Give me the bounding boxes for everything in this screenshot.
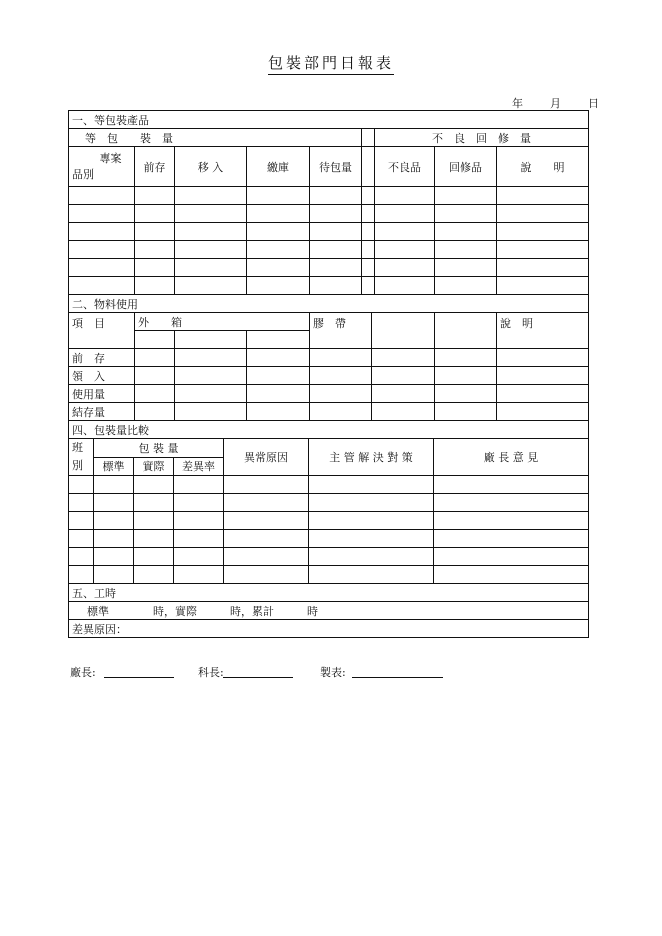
section-2-heading: 二、物料使用	[69, 295, 589, 313]
col-actual: 實際	[134, 457, 174, 476]
variance-cause-line[interactable]: 差異原因：	[69, 620, 589, 638]
table-row[interactable]	[69, 205, 589, 223]
manager-opinion-header: 廠 長 意 見	[434, 439, 589, 476]
section-5-heading: 五、工時	[69, 584, 589, 602]
table-row[interactable]	[69, 259, 589, 277]
report-form	[68, 110, 588, 638]
col-remarks: 說 明	[497, 147, 589, 187]
prepared-by-label: 製表:	[320, 666, 346, 679]
table-row[interactable]	[69, 494, 589, 512]
row-label: 結存量	[69, 403, 135, 421]
factory-manager-label: 廠長:	[70, 666, 96, 679]
row-label: 使用量	[69, 385, 135, 403]
table-row[interactable]	[69, 367, 589, 385]
work-hours-line[interactable]: 標準 時，實際 時，累計 時	[69, 602, 589, 620]
table-row[interactable]	[69, 385, 589, 403]
section-3-table	[68, 420, 589, 638]
group-defect-repair: 不 良 回 修 量	[375, 129, 589, 147]
outer-box-header: 外 箱	[135, 313, 310, 331]
item-header: 項 目	[69, 313, 135, 349]
abnormal-cause-header: 異常原因	[224, 439, 309, 476]
remarks-header: 說 明	[497, 313, 589, 349]
section-chief-signature-line[interactable]	[223, 677, 293, 678]
page-title: 包裝部門日報表	[0, 52, 662, 73]
row-label: 前 存	[69, 349, 135, 367]
shift-header: 班 別	[69, 439, 94, 476]
pack-qty-header: 包 裝 量	[94, 439, 224, 458]
date-day: 日	[588, 97, 599, 110]
table-row[interactable]	[69, 476, 589, 494]
table-row[interactable]	[69, 530, 589, 548]
col-previous-stock: 前存	[135, 147, 175, 187]
table-row[interactable]	[69, 548, 589, 566]
table-row[interactable]	[69, 512, 589, 530]
supervisor-solution-header: 主 管 解 決 對 策	[309, 439, 434, 476]
item-category-header: 專案 品別	[69, 147, 135, 187]
prepared-by-signature-line[interactable]	[352, 677, 443, 678]
group-pending-packing: 等 包 裝 量	[69, 129, 362, 147]
row-label: 領 入	[69, 367, 135, 385]
section-3-heading: 四、包裝量比較	[69, 421, 589, 439]
col-standard: 標準	[94, 457, 134, 476]
col-repair: 回修品	[435, 147, 497, 187]
table-row[interactable]	[69, 566, 589, 584]
col-to-pack: 待包量	[310, 147, 362, 187]
col-diff-rate: 差異率	[174, 457, 224, 476]
date-year: 年	[512, 97, 523, 110]
table-row[interactable]	[69, 403, 589, 421]
date-month: 月	[550, 97, 561, 110]
col-move-in: 移 入	[175, 147, 247, 187]
col-delivered: 繳庫	[247, 147, 310, 187]
section-1-table	[68, 110, 589, 295]
table-row[interactable]	[69, 349, 589, 367]
section-2-table	[68, 294, 589, 421]
table-row[interactable]	[69, 223, 589, 241]
col-defective: 不良品	[375, 147, 435, 187]
table-row[interactable]	[69, 241, 589, 259]
tape-header: 膠 帶	[310, 313, 372, 349]
section-1-heading: 一、等包裝產品	[69, 111, 589, 129]
table-row[interactable]	[69, 187, 589, 205]
table-row[interactable]	[69, 277, 589, 295]
factory-manager-signature-line[interactable]	[104, 677, 174, 678]
section-chief-label: 科長:	[198, 666, 224, 679]
